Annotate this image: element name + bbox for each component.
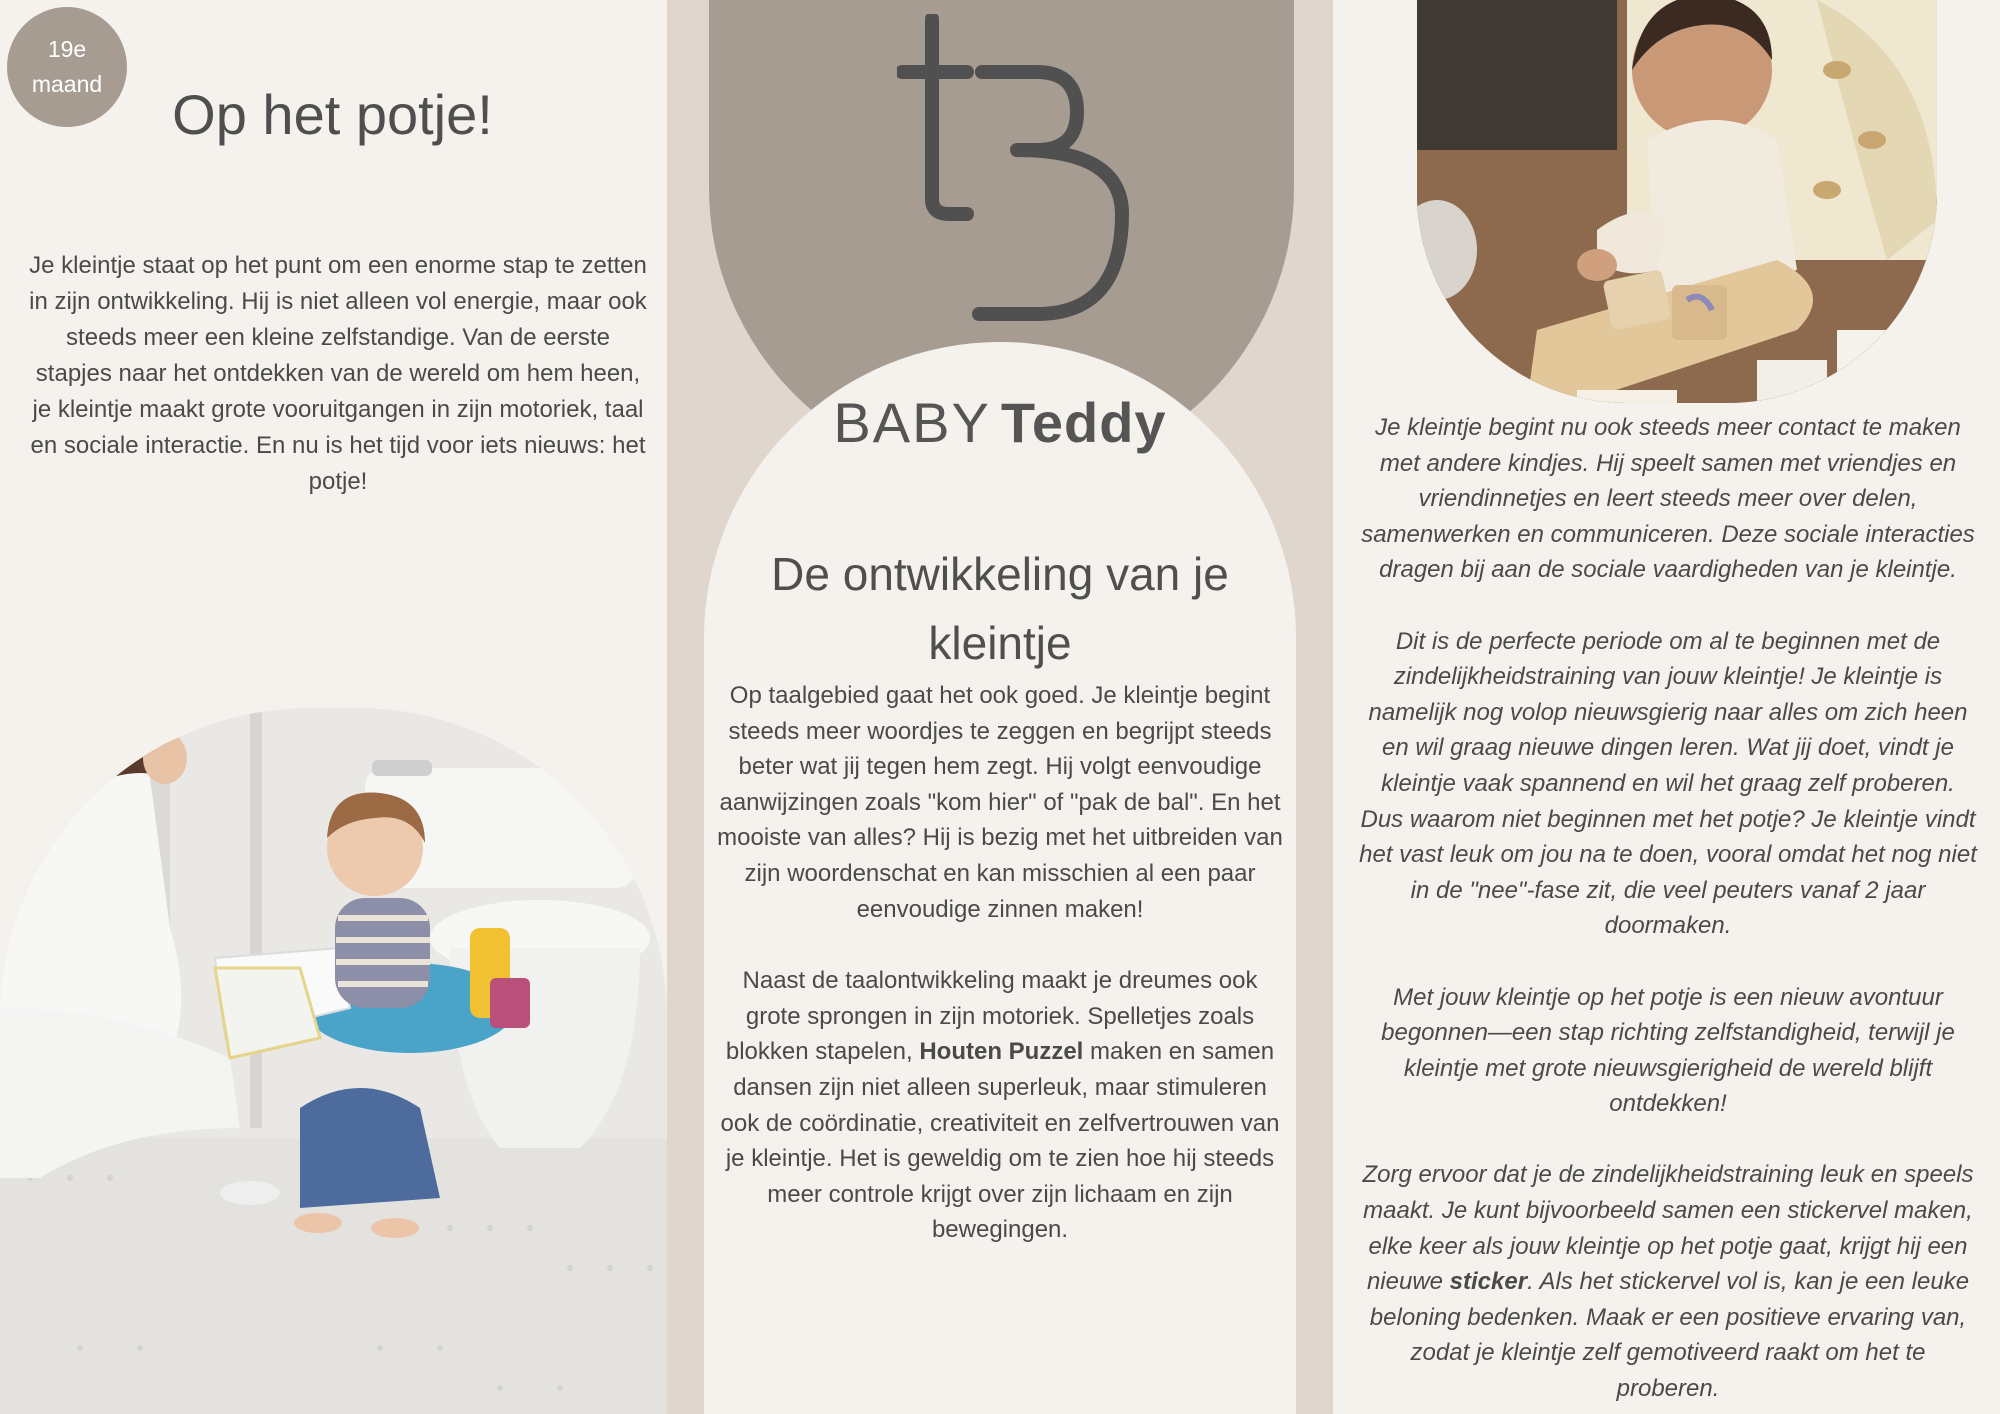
right-paragraph-sticker-end: . Als het stickervel vol is, kan je een leuke beloning bedenken. Maak er een positieve ervaring van, zodat je kleintje zelf gemotiveerd raakt om het te proberen.	[1369, 1268, 1970, 1403]
left-intro-text: Je kleintje staat op het punt om een enorme stap te zetten in zijn ontwikkeling. Hij is niet alleen vol energie, maar ook steeds meer een kleine zelfstandige. Van de eerste stapjes naar het ontdekken van de wereld om hem heen, je kleintje maakt grote vooruitgangen in zijn motoriek, taal en sociale interactie. En nu is het tijd voor iets nieuws: het potje!	[29, 252, 647, 495]
houten-puzzel-highlight: Houten Puzzel	[919, 1038, 1084, 1066]
left-panel	[0, 0, 667, 1414]
photo-mother-child-potty	[0, 708, 667, 1414]
brand-name-baby: BABY	[833, 391, 991, 454]
right-paragraph-potty-start: Dit is de perfecte periode om al te beginnen met de zindelijkheidstraining van jouw kleintje! Je kleintje is namelijk nog volop nieuwsgierig naar alles om zich heen en wil graag nieuwe dingen leren. Wat jij doet, vindt je kleintje vaak spannend en wil het graag zelf proberen. Dus waarom niet beginnen met het potje? Je kleintje vindt het vast leuk om jou na te doen, vooral omdat het nog niet in de "nee"-fase zit, die veel peuters vanaf 2 jaar doormaken.	[1359, 627, 1977, 940]
brand-name-teddy: Teddy	[1000, 391, 1167, 454]
right-paragraph-social: Je kleintje begint nu ook steeds meer contact te maken met andere kindjes. Hij speelt samen met vriendjes en vriendinnetjes en leert steeds meer over delen, samenwerken en communiceren. Deze sociale interacties dragen bij aan de sociale vaardigheden van je kleintje.	[1361, 414, 1975, 584]
right-paragraph-sticker-start: Zorg ervoor dat je de zindelijkheidstraining leuk en speels maakt. Je kunt bijvoorbeeld samen een stickervel maken, elke keer als jouw kleintje op het potje gaat, krijgt hij een nieuwe	[1362, 1161, 1974, 1296]
right-panel	[1333, 0, 2000, 1414]
center-title: De ontwikkeling van je kleintje	[771, 548, 1229, 669]
brand-name	[667, 390, 1333, 455]
right-paragraph-sticker	[1358, 1157, 1978, 1406]
photo-mother-child-potty-illustration	[0, 708, 667, 1414]
center-panel	[667, 0, 1333, 1414]
month-badge-number: 19e	[47, 36, 87, 62]
right-body	[1358, 410, 1978, 1414]
month-badge	[7, 7, 127, 127]
photo-child-wooden-puzzle	[1417, 0, 1937, 403]
sticker-highlight: sticker	[1449, 1268, 1528, 1296]
month-badge-label: maand	[31, 71, 103, 97]
center-body	[712, 678, 1288, 1284]
baby-teddy-logo-icon	[897, 14, 1147, 326]
photo-child-wooden-puzzle-illustration	[1417, 0, 1937, 403]
center-paragraph-motor	[712, 963, 1288, 1248]
right-paragraph-adventure: Met jouw kleintje op het potje is een nieuw avontuur begonnen—een stap richting zelfstandigheid, terwijl je kleintje met grote nieuwsgierigheid de wereld blijft ontdekken!	[1381, 983, 1955, 1118]
center-paragraph-motor-end: maken en samen dansen zijn niet alleen superleuk, maar stimuleren ook de coördinatie, creativiteit en zelfvertrouwen van je kleintje. Het is geweldig om te zien hoe hij steeds meer controle krijgt over zijn lichaam en zijn bewegingen.	[720, 1038, 1280, 1244]
center-paragraph-language: Op taalgebied gaat het ook goed. Je kleintje begint steeds meer woordjes te zeggen en begrijpt steeds beter wat jij tegen hem zegt. Hij volgt eenvoudige aanwijzingen zoals "kom hier" of "pak de bal". En het mooiste van alles? Hij is bezig met het uitbreiden van zijn woordenschat en kan misschien al een paar eenvoudige zinnen maken!	[717, 682, 1283, 923]
left-title: Op het potje!	[172, 83, 493, 146]
center-paragraph-motor-start: Naast de taalontwikkeling maakt je dreumes ook grote sprongen in zijn motoriek. Spelletjes zoals blokken stapelen,	[725, 967, 1258, 1066]
